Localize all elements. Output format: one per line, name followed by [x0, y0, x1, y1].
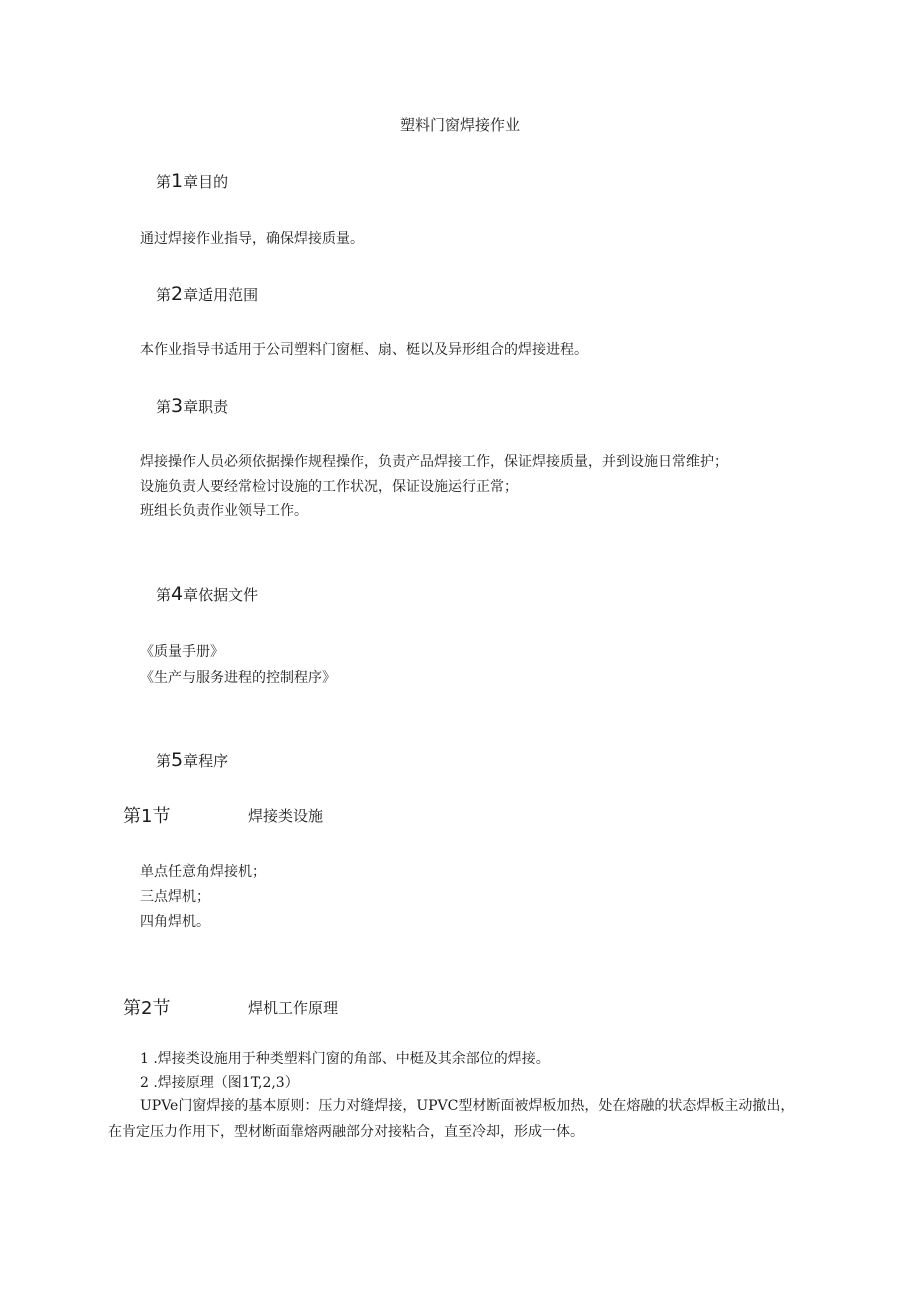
section-2-title: 焊机工作原理 — [248, 999, 339, 1017]
duty-line-2: 设施负责人要经常检讨设施的工作状况，保证设施运行正常； — [140, 479, 518, 495]
reference-2: 《生产与服务进程的控制程序》 — [140, 670, 336, 686]
chapter-suffix: 章 — [183, 398, 199, 416]
chapter-prefix: 第 — [156, 752, 172, 770]
section-1-title: 焊接类设施 — [248, 807, 324, 825]
chapter-suffix: 章 — [183, 286, 199, 304]
scope-text: 本作业指导书适用于公司塑料门窗框、扇、梃以及异形组合的焊接进程。 — [140, 342, 588, 358]
document-title: 塑料门窗焊接作业 — [399, 116, 520, 134]
chapter-4-heading — [156, 583, 258, 605]
chapter-2-heading — [156, 283, 258, 305]
chapter-1-heading — [156, 170, 228, 192]
equipment-item-2: 三点焊机； — [140, 889, 210, 905]
equipment-item-3: 四角焊机。 — [140, 914, 210, 930]
chapter-5-heading — [156, 749, 228, 771]
duty-line-3: 班组长负责作业领导工作。 — [140, 503, 308, 519]
principle-item-2: 2 .焊接原理（图1T,2,3） — [140, 1075, 299, 1091]
chapter-name: 职责 — [198, 398, 229, 416]
principle-paragraph: UPVe门窗焊接的基本原则：压力对缝焊接，UPVC型材断面被焊板加热，处在熔融的状态焊板主动撤出，在肯定压力作用下，型材断面靠熔两融部分对接粘合，直至冷却，形成一体。 — [108, 1098, 795, 1140]
chapter-prefix: 第 — [156, 286, 172, 304]
chapter-suffix: 章 — [183, 173, 199, 191]
chapter-3-heading — [156, 395, 228, 417]
purpose-text: 通过焊接作业指导，确保焊接质量。 — [140, 231, 364, 247]
chapter-prefix: 第 — [156, 173, 172, 191]
chapter-name: 程序 — [198, 752, 229, 770]
chapter-number: 5 — [171, 749, 184, 771]
principle-item-1: 1 .焊接类设施用于种类塑料门窗的角部、中梃及其余部位的焊接。 — [140, 1051, 550, 1067]
reference-1: 《质量手册》 — [140, 644, 224, 660]
chapter-name: 目的 — [198, 173, 229, 191]
chapter-name: 依据文件 — [198, 586, 259, 604]
chapter-prefix: 第 — [156, 586, 172, 604]
chapter-suffix: 章 — [183, 586, 199, 604]
equipment-item-1: 单点任意角焊接机； — [140, 864, 266, 880]
duty-line-1: 焊接操作人员必须依据操作规程操作，负责产品焊接工作，保证焊接质量，并到设施日常维护； — [140, 454, 728, 470]
chapter-number: 3 — [171, 395, 184, 417]
chapter-suffix: 章 — [183, 752, 199, 770]
chapter-name: 适用范围 — [198, 286, 259, 304]
section-1-label: 第1节 — [123, 806, 171, 827]
section-2-label: 第2节 — [123, 998, 171, 1019]
chapter-number: 1 — [171, 170, 184, 192]
chapter-number: 2 — [171, 283, 184, 305]
chapter-number: 4 — [171, 583, 184, 605]
chapter-prefix: 第 — [156, 398, 172, 416]
